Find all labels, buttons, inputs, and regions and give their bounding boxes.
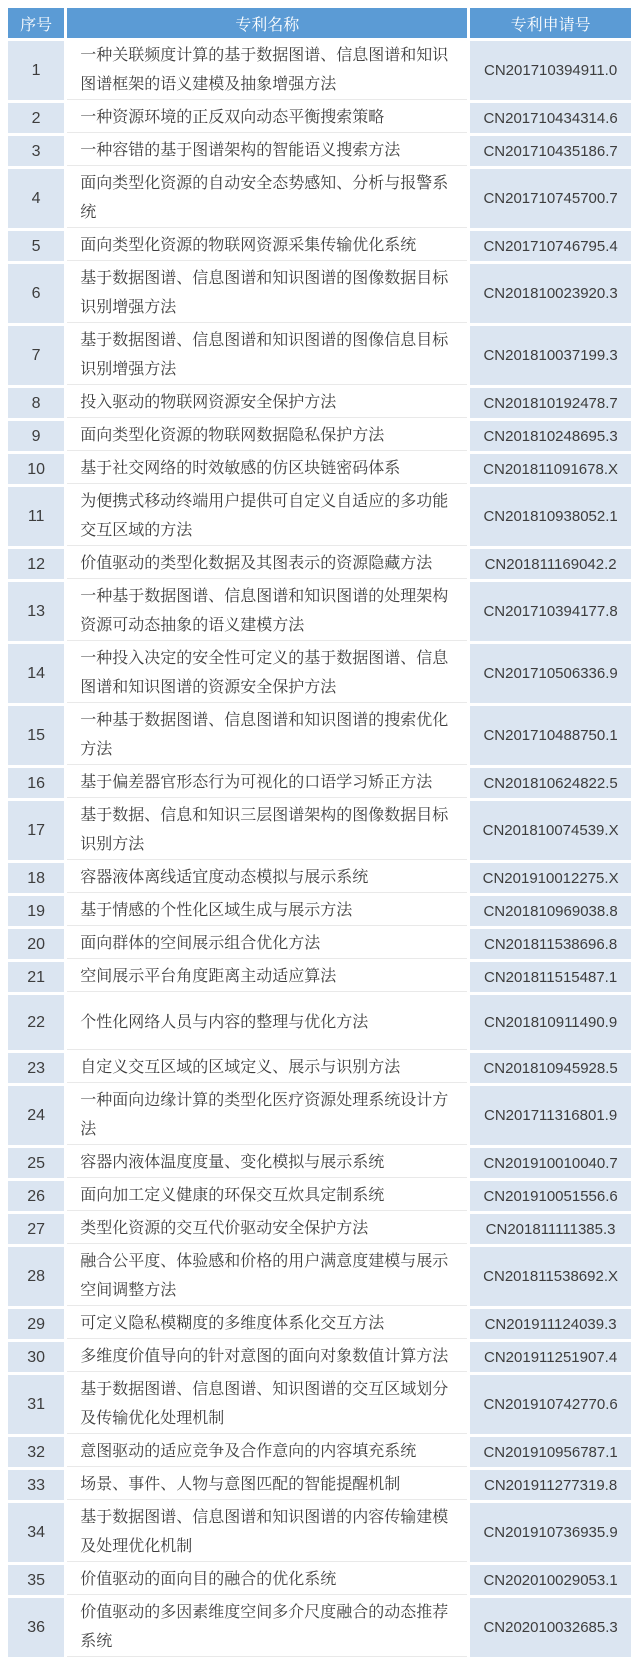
header-cell-index: 序号: [8, 8, 64, 38]
patent-name-cell: 投入驱动的物联网资源安全保护方法: [67, 388, 467, 418]
patent-number-cell: CN201710435186.7: [470, 136, 631, 166]
row-index-cell: 8: [8, 388, 64, 418]
table-body: [8, 41, 631, 1657]
patent-number-cell: CN201910956787.1: [470, 1437, 631, 1467]
patent-table: [5, 5, 634, 1660]
table-row: [8, 1598, 631, 1657]
patent-number-cell: CN201810938052.1: [470, 487, 631, 546]
patent-number-cell: CN201810945928.5: [470, 1053, 631, 1083]
patent-number-cell: CN201910742770.6: [470, 1375, 631, 1434]
patent-number-cell: CN201710394177.8: [470, 582, 631, 641]
table-row: [8, 863, 631, 893]
patent-number-cell: CN201811538696.8: [470, 929, 631, 959]
patent-name-cell: 容器液体离线适宜度动态模拟与展示系统: [67, 863, 467, 893]
table-row: [8, 1247, 631, 1306]
patent-name-cell: 面向类型化资源的自动安全态势感知、分析与报警系统: [67, 169, 467, 228]
table-row: [8, 388, 631, 418]
row-index-cell: 5: [8, 231, 64, 261]
patent-number-cell: CN201711316801.9: [470, 1086, 631, 1145]
table-row: [8, 264, 631, 323]
table-row: [8, 1470, 631, 1500]
table-row: [8, 41, 631, 100]
table-row: [8, 1342, 631, 1372]
patent-name-cell: 多维度价值导向的针对意图的面向对象数值计算方法: [67, 1342, 467, 1372]
header-cell-number: 专利申请号: [470, 8, 631, 38]
patent-name-cell: 基于数据、信息和知识三层图谱架构的图像数据目标识别方法: [67, 801, 467, 860]
patent-name-cell: 可定义隐私模糊度的多维度体系化交互方法: [67, 1309, 467, 1339]
row-index-cell: 27: [8, 1214, 64, 1244]
row-index-cell: 11: [8, 487, 64, 546]
patent-number-cell: CN201710506336.9: [470, 644, 631, 703]
table-row: [8, 768, 631, 798]
table-row: [8, 549, 631, 579]
row-index-cell: 14: [8, 644, 64, 703]
table-row: [8, 1309, 631, 1339]
patent-name-cell: 融合公平度、体验感和价格的用户满意度建模与展示空间调整方法: [67, 1247, 467, 1306]
patent-name-cell: 面向类型化资源的物联网资源采集传输优化系统: [67, 231, 467, 261]
row-index-cell: 10: [8, 454, 64, 484]
patent-number-cell: CN201810911490.9: [470, 995, 631, 1050]
patent-number-cell: CN201710745700.7: [470, 169, 631, 228]
table-row: [8, 421, 631, 451]
row-index-cell: 34: [8, 1503, 64, 1562]
patent-name-cell: 为便携式移动终端用户提供可自定义自适应的多功能交互区域的方法: [67, 487, 467, 546]
patent-number-cell: CN202010032685.3: [470, 1598, 631, 1657]
row-index-cell: 17: [8, 801, 64, 860]
patent-name-cell: 空间展示平台角度距离主动适应算法: [67, 962, 467, 992]
row-index-cell: 28: [8, 1247, 64, 1306]
table-row: [8, 644, 631, 703]
patent-number-cell: CN201811091678.X: [470, 454, 631, 484]
patent-name-cell: 自定义交互区域的区域定义、展示与识别方法: [67, 1053, 467, 1083]
row-index-cell: 9: [8, 421, 64, 451]
table-row: [8, 896, 631, 926]
patent-number-cell: CN201811111385.3: [470, 1214, 631, 1244]
patent-name-cell: 意图驱动的适应竞争及合作意向的内容填充系统: [67, 1437, 467, 1467]
table-row: [8, 1053, 631, 1083]
patent-number-cell: CN201811515487.1: [470, 962, 631, 992]
row-index-cell: 20: [8, 929, 64, 959]
patent-name-cell: 基于情感的个性化区域生成与展示方法: [67, 896, 467, 926]
patent-number-cell: CN201910736935.9: [470, 1503, 631, 1562]
table-row: [8, 326, 631, 385]
patent-number-cell: CN202010029053.1: [470, 1565, 631, 1595]
row-index-cell: 6: [8, 264, 64, 323]
row-index-cell: 30: [8, 1342, 64, 1372]
table-row: [8, 1437, 631, 1467]
row-index-cell: 15: [8, 706, 64, 765]
table-row: [8, 801, 631, 860]
patent-number-cell: CN201910012275.X: [470, 863, 631, 893]
patent-number-cell: CN201910051556.6: [470, 1181, 631, 1211]
patent-number-cell: CN201810023920.3: [470, 264, 631, 323]
header-row: [8, 8, 631, 38]
row-index-cell: 21: [8, 962, 64, 992]
patent-number-cell: CN201810074539.X: [470, 801, 631, 860]
table-row: [8, 582, 631, 641]
patent-name-cell: 一种容错的基于图谱架构的智能语义搜索方法: [67, 136, 467, 166]
patent-number-cell: CN201811538692.X: [470, 1247, 631, 1306]
row-index-cell: 29: [8, 1309, 64, 1339]
row-index-cell: 24: [8, 1086, 64, 1145]
table-row: [8, 454, 631, 484]
table-row: [8, 231, 631, 261]
patent-name-cell: 基于社交网络的时效敏感的仿区块链密码体系: [67, 454, 467, 484]
table-row: [8, 169, 631, 228]
table-row: [8, 1086, 631, 1145]
table-row: [8, 1503, 631, 1562]
row-index-cell: 22: [8, 995, 64, 1050]
row-index-cell: 13: [8, 582, 64, 641]
row-index-cell: 12: [8, 549, 64, 579]
patent-number-cell: CN201810037199.3: [470, 326, 631, 385]
patent-number-cell: CN201810248695.3: [470, 421, 631, 451]
row-index-cell: 3: [8, 136, 64, 166]
patent-name-cell: 场景、事件、人物与意图匹配的智能提醒机制: [67, 1470, 467, 1500]
row-index-cell: 35: [8, 1565, 64, 1595]
row-index-cell: 31: [8, 1375, 64, 1434]
patent-name-cell: 一种关联频度计算的基于数据图谱、信息图谱和知识图谱框架的语义建模及抽象增强方法: [67, 41, 467, 100]
patent-name-cell: 基于偏差器官形态行为可视化的口语学习矫正方法: [67, 768, 467, 798]
patent-name-cell: 一种基于数据图谱、信息图谱和知识图谱的处理架构资源可动态抽象的语义建模方法: [67, 582, 467, 641]
row-index-cell: 1: [8, 41, 64, 100]
row-index-cell: 33: [8, 1470, 64, 1500]
patent-number-cell: CN201811169042.2: [470, 549, 631, 579]
table-row: [8, 706, 631, 765]
patent-name-cell: 个性化网络人员与内容的整理与优化方法: [67, 995, 467, 1050]
table-row: [8, 1148, 631, 1178]
table-row: [8, 1214, 631, 1244]
table-row: [8, 103, 631, 133]
row-index-cell: 7: [8, 326, 64, 385]
patent-name-cell: 面向加工定义健康的环保交互炊具定制系统: [67, 1181, 467, 1211]
table-row: [8, 995, 631, 1050]
patent-number-cell: CN201911124039.3: [470, 1309, 631, 1339]
patent-name-cell: 价值驱动的面向目的融合的优化系统: [67, 1565, 467, 1595]
patent-name-cell: 基于数据图谱、信息图谱、知识图谱的交互区域划分及传输优化处理机制: [67, 1375, 467, 1434]
row-index-cell: 18: [8, 863, 64, 893]
header-cell-name: 专利名称: [67, 8, 467, 38]
table-row: [8, 1565, 631, 1595]
table-row: [8, 1375, 631, 1434]
patent-name-cell: 价值驱动的类型化数据及其图表示的资源隐藏方法: [67, 549, 467, 579]
patent-name-cell: 基于数据图谱、信息图谱和知识图谱的图像信息目标识别增强方法: [67, 326, 467, 385]
patent-name-cell: 一种面向边缘计算的类型化医疗资源处理系统设计方法: [67, 1086, 467, 1145]
row-index-cell: 23: [8, 1053, 64, 1083]
patent-number-cell: CN201910010040.7: [470, 1148, 631, 1178]
patent-name-cell: 一种投入决定的安全性可定义的基于数据图谱、信息图谱和知识图谱的资源安全保护方法: [67, 644, 467, 703]
table-row: [8, 929, 631, 959]
patent-number-cell: CN201710394911.0: [470, 41, 631, 100]
patent-name-cell: 一种资源环境的正反双向动态平衡搜索策略: [67, 103, 467, 133]
table-row: [8, 1181, 631, 1211]
patent-number-cell: CN201810624822.5: [470, 768, 631, 798]
patent-name-cell: 容器内液体温度度量、变化模拟与展示系统: [67, 1148, 467, 1178]
row-index-cell: 36: [8, 1598, 64, 1657]
row-index-cell: 4: [8, 169, 64, 228]
patent-name-cell: 面向群体的空间展示组合优化方法: [67, 929, 467, 959]
patent-number-cell: CN201710488750.1: [470, 706, 631, 765]
row-index-cell: 2: [8, 103, 64, 133]
patent-number-cell: CN201710434314.6: [470, 103, 631, 133]
table-row: [8, 136, 631, 166]
patent-name-cell: 面向类型化资源的物联网数据隐私保护方法: [67, 421, 467, 451]
patent-name-cell: 一种基于数据图谱、信息图谱和知识图谱的搜索优化方法: [67, 706, 467, 765]
patent-number-cell: CN201911251907.4: [470, 1342, 631, 1372]
patent-number-cell: CN201911277319.8: [470, 1470, 631, 1500]
patent-name-cell: 类型化资源的交互代价驱动安全保护方法: [67, 1214, 467, 1244]
row-index-cell: 16: [8, 768, 64, 798]
patent-number-cell: CN201810192478.7: [470, 388, 631, 418]
table-header: [8, 8, 631, 38]
patent-name-cell: 基于数据图谱、信息图谱和知识图谱的图像数据目标识别增强方法: [67, 264, 467, 323]
row-index-cell: 32: [8, 1437, 64, 1467]
patent-name-cell: 价值驱动的多因素维度空间多介尺度融合的动态推荐系统: [67, 1598, 467, 1657]
table-row: [8, 487, 631, 546]
row-index-cell: 19: [8, 896, 64, 926]
patent-name-cell: 基于数据图谱、信息图谱和知识图谱的内容传输建模及处理优化机制: [67, 1503, 467, 1562]
patent-number-cell: CN201710746795.4: [470, 231, 631, 261]
table-row: [8, 962, 631, 992]
row-index-cell: 25: [8, 1148, 64, 1178]
patent-number-cell: CN201810969038.8: [470, 896, 631, 926]
row-index-cell: 26: [8, 1181, 64, 1211]
